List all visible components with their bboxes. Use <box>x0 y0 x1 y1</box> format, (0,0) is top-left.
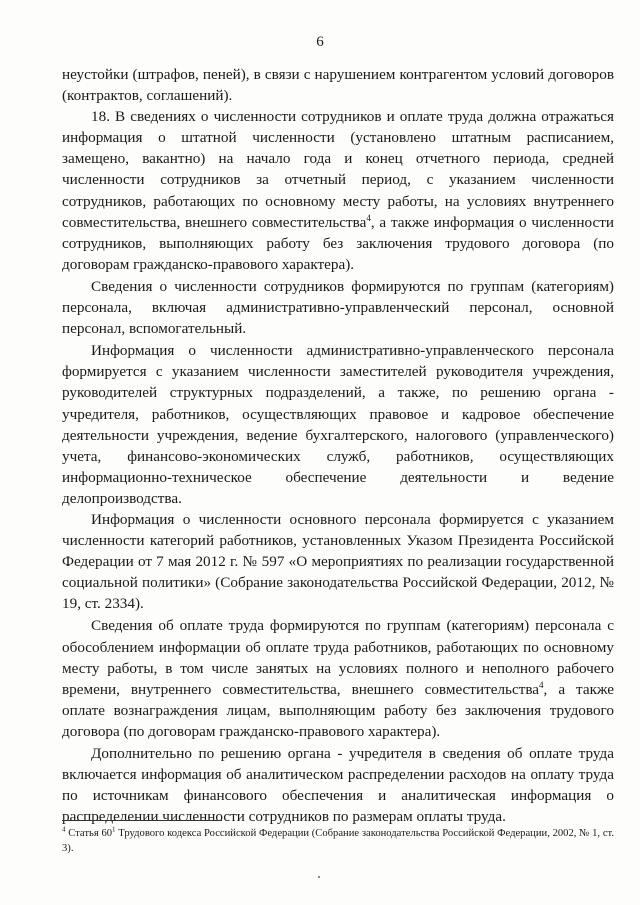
document-body <box>62 64 614 827</box>
paragraph-text: 18. В сведениях о численности сотрудников и оплате труда должна отражаться информация о штатной численности (установлено штатным расписанием, замещено, вакантно) на начало года и конец отчетного периода, средней численности сотрудников за отчетный период, с указанием численности сотрудников, работающих по основному месту работы, на условиях внутреннего совместительства, внешнего совместительства <box>62 108 614 231</box>
paragraph-main-staff: Информация о численности основного персонала формируется с указанием численности категорий работников, установленных Указом Президента Российской Федерации от 7 мая 2012 г. № 597 «О мероприятиях по реализации государственной социальной политики» (Собрание законодательства Российской Федерации, 2012, № 19, ст. 2334). <box>62 510 614 613</box>
paragraph-text-tail: , а также оплате вознаграждения лицам, выполняющим работу без заключения трудового договора (по договорам гражданско-правового характера). <box>62 680 615 740</box>
footnote-reference: 4 <box>366 212 371 223</box>
paragraph-staff-groups: Сведения о численности сотрудников формируются по группам (категориям) персонала, включая административно-управленческий персонал, основной персонал, вспомогательный. <box>62 277 614 338</box>
paragraph-additional: Дополнительно по решению органа - учредителя в сведения об оплате труда включается информация об аналитическом распределении расходов на оплату труда по источникам финансового обеспечения и аналитическая информация о распределении численности сотрудников по размерам оплаты труда. <box>62 745 614 826</box>
footnote-reference: 4 <box>539 679 544 690</box>
paragraph-pay-info <box>62 615 614 742</box>
footnote-text-tail: Трудового кодекса Российской Федерации (Собрание законодательства Российской Федерации, 2002, № 1, ст. 3). <box>62 828 615 854</box>
paragraph-text: Сведения об оплате труда формируются по группам (категориям) персонала с обособлением информации об оплате труда работников, работающих по основному месту работы, в том числе занятых на условиях полного и неполного рабочего времени, внутреннего совместительства, внешнего совместительства <box>62 617 614 698</box>
footnote-separator <box>62 820 222 821</box>
paragraph-continuation: неустойки (штрафов, пеней), в связи с нарушением контрагентом условий договоров (контрактов, соглашений). <box>62 66 614 105</box>
paragraph-text-tail: , а также информация о численности сотрудников, выполняющих работу без заключения трудового договора (по договорам гражданско-правового характера). <box>62 213 614 273</box>
footnote-article-superscript: 1 <box>112 825 116 834</box>
scan-dot <box>318 876 320 878</box>
paragraph-18 <box>62 106 614 275</box>
footnote-marker: 4 <box>62 825 66 834</box>
page-number: 6 <box>316 34 324 50</box>
paragraph-admin-staff: Информация о численности административно-управленческого персонала формируется с указанием численности заместителей руководителя учреждения, руководителей структурных подразделений, а также, по решению органа - учредителя, работников, осуществляющих правовое и кадровое обеспечение деятельности учреждения, ведение бухгалтерского, налогового (управленческого) учета, финансово-экономических служб, работников, осуществляющих информационно-техническое обеспечение деятельности и ведение делопроизводства. <box>62 342 614 507</box>
footnote <box>62 826 614 856</box>
footnote-text: Статья 60 <box>65 828 113 839</box>
